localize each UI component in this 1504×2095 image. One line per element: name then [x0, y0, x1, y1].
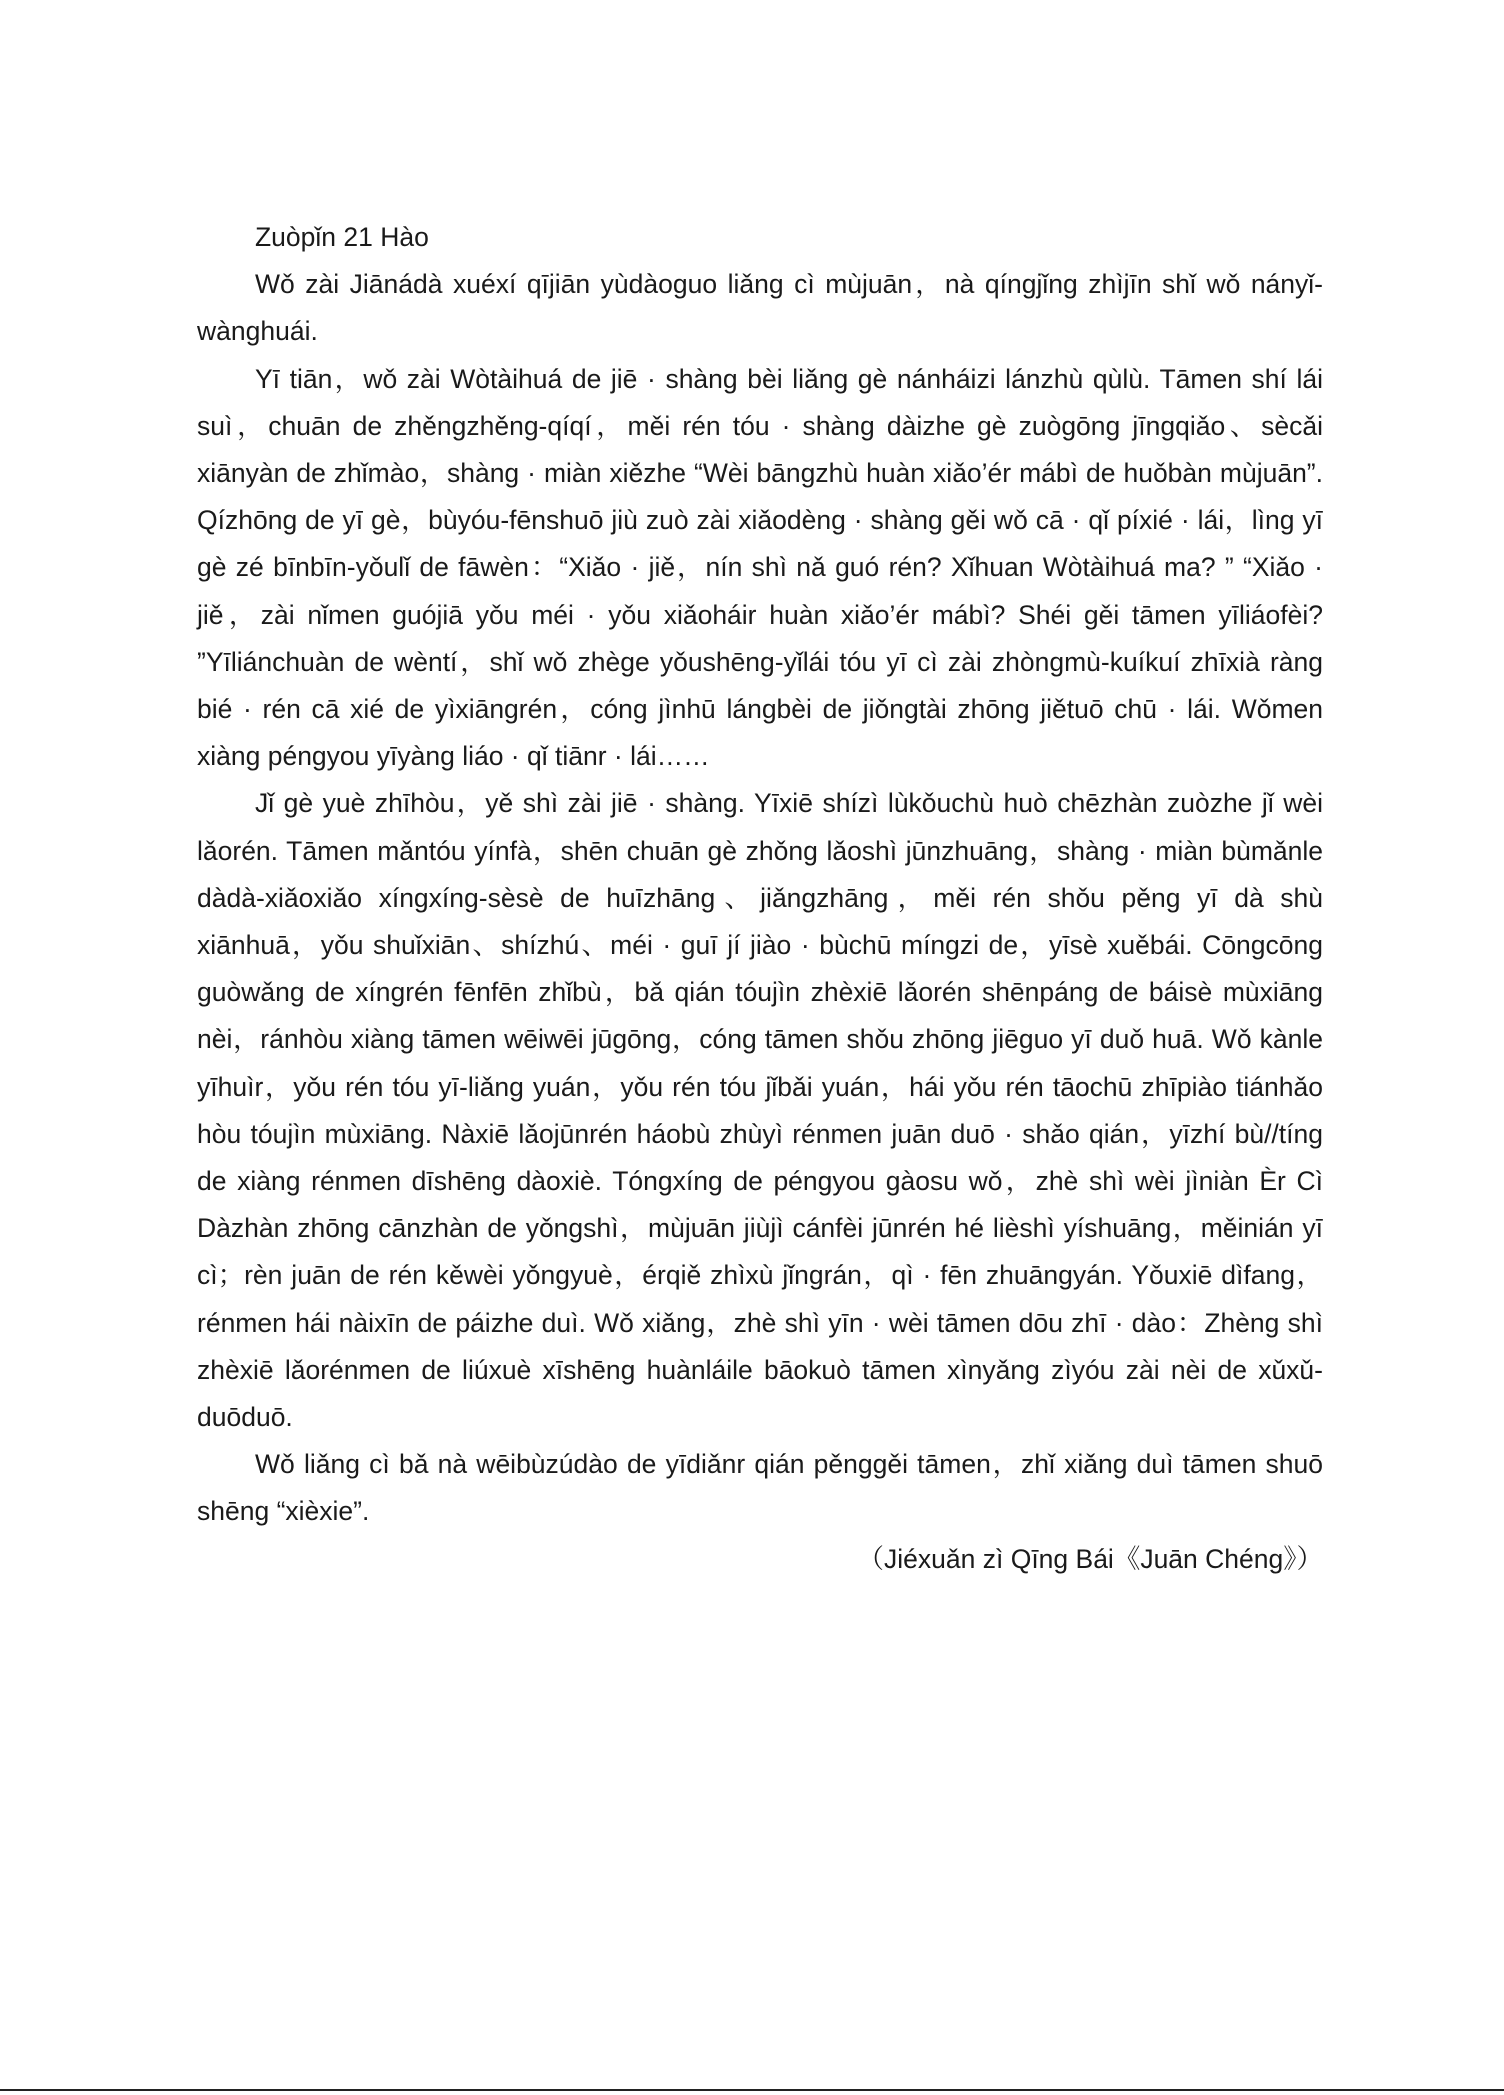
paragraph-3: Jǐ gè yuè zhīhòu，yě shì zài jiē · shàng. Yīxiē shízì lùkǒuchù huò chēzhàn zuòzhe jǐ wèi lǎorén. Tāmen mǎntóu yínfà，shēn chuān gè zhǒng lǎoshì jūnzhuāng，shàng · miàn bùmǎnle dàdà-xiǎoxiǎo xíngxíng-sèsè de huīzhāng、jiǎngzhāng，měi rén shǒu pěng yī dà shù xiānhuā，yǒu shuǐxiān、shízhú、méi · guī jí jiào · bùchū míngzi de，yīsè xuěbái. Cōngcōng guòwǎng de xíngrén fēnfēn zhǐbù，bǎ qián tóujìn zhèxiē lǎorén shēnpáng de báisè mùxiāng nèi，ránhòu xiàng tāmen wēiwēi jūgōng，cóng tāmen shǒu zhōng jiēguo yī duǒ huā. Wǒ kànle yīhuìr，yǒu rén tóu yī-liǎng yuán，yǒu rén tóu jǐbǎi yuán，hái yǒu rén tāochū zhīpiào tiánhǎo hòu tóujìn mùxiāng. Nàxiē lǎojūnrén háobù zhùyì rénmen juān duō · shǎo qián，yīzhí bù//tíng de xiàng rénmen dīshēng dàoxiè. Tóngxíng de péngyou gàosu wǒ，zhè shì wèi jìniàn Èr Cì Dàzhàn zhōng cānzhàn de yǒngshì，mùjuān jiùjì cánfèi jūnrén hé lièshì yíshuāng，měinián yī cì；rèn juān de rén kěwèi yǒngyuè，érqiě zhìxù jǐngrán，qì · fēn zhuāngyán. Yǒuxiē dìfang，rénmen hái nàixīn de páizhe duì. Wǒ xiǎng，zhè shì yīn · wèi tāmen dōu zhī · dào：Zhèng shì zhèxiē lǎorénmen de liúxuè xīshēng huànláile bāokuò tāmen xìnyǎng zìyóu zài nèi de xǔxǔ-duōduō.	[197, 788, 1323, 1433]
paragraph-4: Wǒ liǎng cì bǎ nà wēibùzúdào de yīdiǎnr qián pěnggěi tāmen，zhǐ xiǎng duì tāmen shuō shēng “xièxie”.	[197, 1449, 1323, 1527]
page-bottom-border	[0, 2089, 1504, 2091]
document-body	[197, 214, 1323, 1583]
paragraph-2: Yī tiān，wǒ zài Wòtàihuá de jiē · shàng bèi liǎng gè nánháizi lánzhù qùlù. Tāmen shí lái suì，chuān de zhěngzhěng-qíqí，měi rén tóu · shàng dàizhe gè zuògōng jīngqiǎo、sècǎi xiānyàn de zhǐmào，shàng · miàn xiězhe “Wèi bāngzhù huàn xiǎo’ér mábì de huǒbàn mùjuān”. Qízhōng de yī gè，bùyóu-fēnshuō jiù zuò zài xiǎodèng · shàng gěi wǒ cā · qǐ píxié · lái，lìng yī gè zé bīnbīn-yǒulǐ de fāwèn：“Xiǎo · jiě，nín shì nǎ guó rén? Xǐhuan Wòtàihuá ma? ” “Xiǎo · jiě，zài nǐmen guójiā yǒu méi · yǒu xiǎoháir huàn xiǎo’ér mábì? Shéi gěi tāmen yīliáofèi? ”Yīliánchuàn de wèntí，shǐ wǒ zhège yǒushēng-yǐlái tóu yī cì zài zhòngmù-kuíkuí zhīxià ràng bié · rén cā xié de yìxiāngrén，cóng jìnhū lángbèi de jiǒngtài zhōng jiětuō chū · lái. Wǒmen xiàng péngyou yīyàng liáo · qǐ tiānr · lái……	[197, 363, 1323, 772]
source-citation: （Jiéxuǎn zì Qīng Bái《Juān Chéng》）	[857, 1543, 1323, 1574]
paragraph-1: Wǒ zài Jiānádà xuéxí qījiān yùdàoguo liǎng cì mùjuān，nà qíngjǐng zhìjīn shǐ wǒ nányǐ-wànghuái.	[197, 269, 1323, 347]
document-title: Zuòpǐn 21 Hào	[255, 222, 429, 252]
